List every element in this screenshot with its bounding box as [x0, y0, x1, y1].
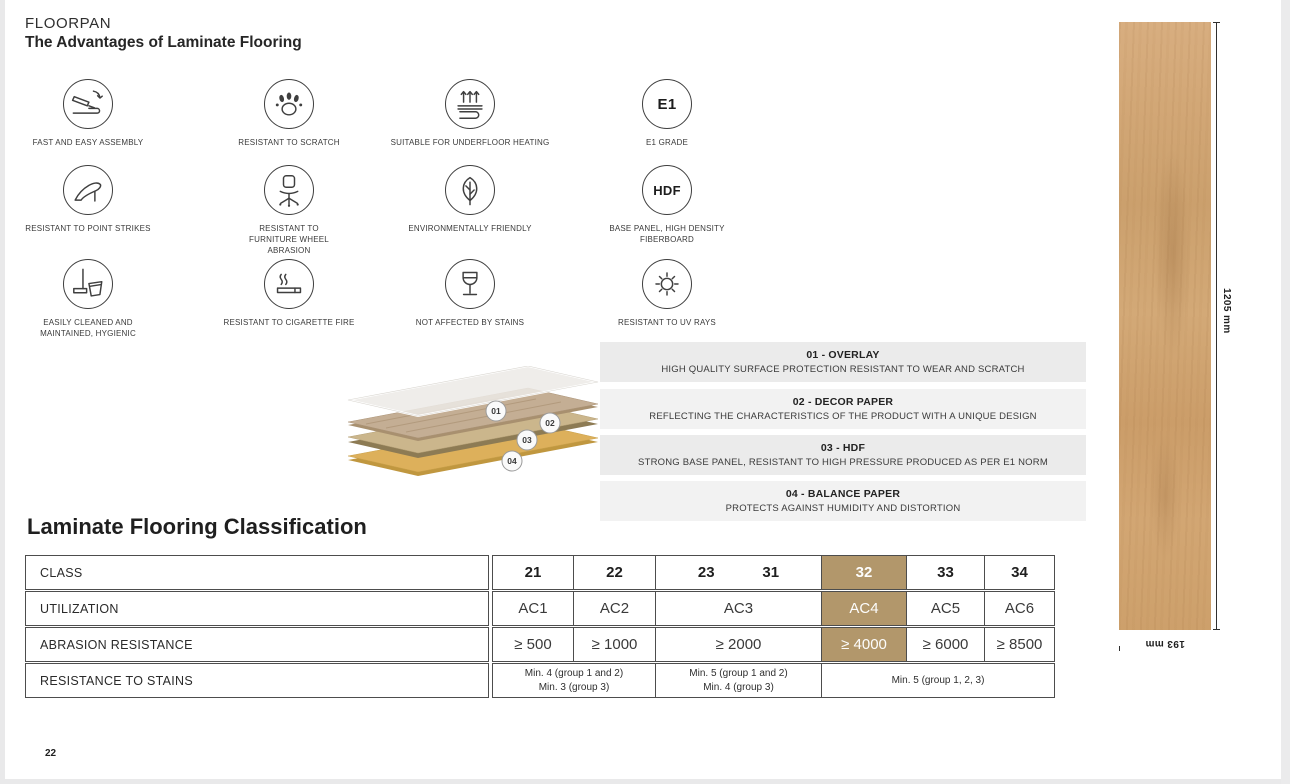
- feature-uv-resistant: [567, 259, 767, 329]
- feature-label: RESISTANT TO POINT STRIKES: [25, 224, 151, 233]
- page-edge-bottom: [0, 779, 1290, 784]
- feature-cigarette-fire: [189, 259, 389, 329]
- feature-easy-clean: [0, 259, 188, 340]
- layer-title: 01 - OVERLAY: [806, 349, 880, 361]
- paw-icon: [264, 79, 314, 129]
- feature-label: NOT AFFECTED BY STAINS: [415, 318, 525, 327]
- mop-bucket-icon: [63, 259, 113, 309]
- plank-width-label: 193 mm: [1145, 638, 1185, 649]
- leaf-icon: [445, 165, 495, 215]
- stains-row: [492, 663, 1055, 698]
- wood-plank-image: [1119, 22, 1211, 630]
- cigarette-icon: [264, 259, 314, 309]
- utilization-cell-ac6: AC6: [984, 591, 1055, 626]
- svg-text:04: 04: [507, 456, 517, 466]
- abrasion-cell-1000: ≥ 1000: [573, 627, 656, 662]
- feature-label: RESISTANT TO UV RAYS: [618, 318, 716, 327]
- feature-label: RESISTANT TO CIGARETTE FIRE: [223, 318, 355, 327]
- abrasion-cell-2000: ≥ 2000: [655, 627, 822, 662]
- width-dimension-tick: [1119, 646, 1120, 651]
- feature-label: BASE PANEL, HIGH DENSITY FIBERBOARD: [609, 224, 725, 244]
- abrasion-cell-4000-highlighted: ≥ 4000: [821, 627, 907, 662]
- layer-bubble-01: [486, 401, 506, 421]
- svg-text:01: 01: [491, 406, 501, 416]
- feature-label: FAST AND EASY ASSEMBLY: [32, 138, 144, 147]
- class-cell-23-31: 23 31: [655, 555, 822, 590]
- class-cell-32-highlighted: 32: [821, 555, 907, 590]
- uv-sun-icon: [642, 259, 692, 309]
- feature-underfloor-heating: [370, 79, 570, 149]
- feature-hdf-panel: [567, 165, 767, 246]
- feature-scratch-resistant: [189, 79, 389, 149]
- layer-bubble-04: [502, 451, 522, 471]
- abrasion-cell-500: ≥ 500: [492, 627, 574, 662]
- wine-glass-icon: [445, 259, 495, 309]
- stains-cell-3: Min. 5 (group 1, 2, 3): [821, 663, 1055, 698]
- class-cell-33: 33: [906, 555, 985, 590]
- layer-desc-overlay: [600, 342, 1086, 382]
- high-heel-icon: [63, 165, 113, 215]
- class-row: [492, 555, 1055, 590]
- feature-label: EASILY CLEANED AND MAINTAINED, HYGIENIC: [40, 318, 136, 338]
- feature-label: RESISTANT TO FURNITURE WHEEL ABRASION: [249, 224, 329, 255]
- layer-desc-balance: [600, 481, 1086, 521]
- feature-furniture-wheel: [189, 165, 389, 256]
- hdf-badge-text: HDF: [653, 182, 681, 198]
- class-cell-21: 21: [492, 555, 574, 590]
- utilization-cell-ac1: AC1: [492, 591, 574, 626]
- office-chair-icon: [264, 165, 314, 215]
- feature-label: RESISTANT TO SCRATCH: [238, 138, 340, 147]
- layer-desc-hdf: [600, 435, 1086, 475]
- length-dimension-line: [1216, 22, 1217, 630]
- hdf-badge-icon: [642, 165, 692, 215]
- abrasion-row: [492, 627, 1055, 662]
- feature-eco-friendly: [370, 165, 570, 235]
- feature-label: ENVIRONMENTALLY FRIENDLY: [408, 224, 532, 233]
- layer-title: 03 - HDF: [820, 442, 866, 454]
- svg-text:02: 02: [545, 418, 555, 428]
- utilization-cell-ac2: AC2: [573, 591, 656, 626]
- page-title: The Advantages of Laminate Flooring: [25, 34, 302, 51]
- stains-cell-1: Min. 4 (group 1 and 2) Min. 3 (group 3): [492, 663, 656, 698]
- assembly-icon: [63, 79, 113, 129]
- abrasion-cell-8500: ≥ 8500: [984, 627, 1055, 662]
- underfloor-heating-icon: [445, 79, 495, 129]
- classification-title: Laminate Flooring Classification: [27, 514, 367, 539]
- row-header-stains: RESISTANCE TO STAINS: [25, 663, 489, 698]
- stains-cell-2: Min. 5 (group 1 and 2) Min. 4 (group 3): [655, 663, 822, 698]
- feature-e1-grade: [567, 79, 767, 149]
- brand-name: FLOORPAN: [25, 15, 112, 32]
- feature-point-strikes: [0, 165, 188, 235]
- class-cell-22: 22: [573, 555, 656, 590]
- layer-desc-text: REFLECTING THE CHARACTERISTICS OF THE PRODUCT WITH A UNIQUE DESIGN: [649, 411, 1037, 422]
- feature-label: SUITABLE FOR UNDERFLOOR HEATING: [390, 138, 550, 147]
- page-edge-right: [1281, 0, 1290, 784]
- layer-bubble-03: [517, 430, 537, 450]
- page-number: 22: [45, 748, 57, 759]
- layer-bubble-02: [540, 413, 560, 433]
- feature-fast-assembly: [0, 79, 188, 149]
- layer-desc-text: STRONG BASE PANEL, RESISTANT TO HIGH PRESSURE PRODUCED AS PER E1 NORM: [638, 457, 1048, 468]
- utilization-row: [492, 591, 1055, 626]
- row-header-class: CLASS: [25, 555, 489, 590]
- layer-desc-text: HIGH QUALITY SURFACE PROTECTION RESISTANT TO WEAR AND SCRATCH: [661, 364, 1025, 375]
- feature-stain-proof: [370, 259, 570, 329]
- svg-text:03: 03: [522, 435, 532, 445]
- utilization-cell-ac4-highlighted: AC4: [821, 591, 907, 626]
- feature-label: E1 GRADE: [645, 138, 689, 147]
- utilization-cell-ac5: AC5: [906, 591, 985, 626]
- layer-title: 04 - BALANCE PAPER: [785, 488, 901, 500]
- e1-badge-text: E1: [657, 95, 677, 113]
- row-header-abrasion: ABRASION RESISTANCE: [25, 627, 489, 662]
- laminate-layers-diagram: [346, 366, 602, 484]
- layer-desc-decor: [600, 389, 1086, 429]
- plank-length-label: 1205 mm: [1221, 288, 1232, 334]
- layer-title: 02 - DECOR PAPER: [792, 396, 894, 408]
- abrasion-cell-6000: ≥ 6000: [906, 627, 985, 662]
- e1-badge-icon: [642, 79, 692, 129]
- layer-desc-text: PROTECTS AGAINST HUMIDITY AND DISTORTION: [725, 503, 961, 514]
- row-header-utilization: UTILIZATION: [25, 591, 489, 626]
- class-cell-34: 34: [984, 555, 1055, 590]
- utilization-cell-ac3: AC3: [655, 591, 822, 626]
